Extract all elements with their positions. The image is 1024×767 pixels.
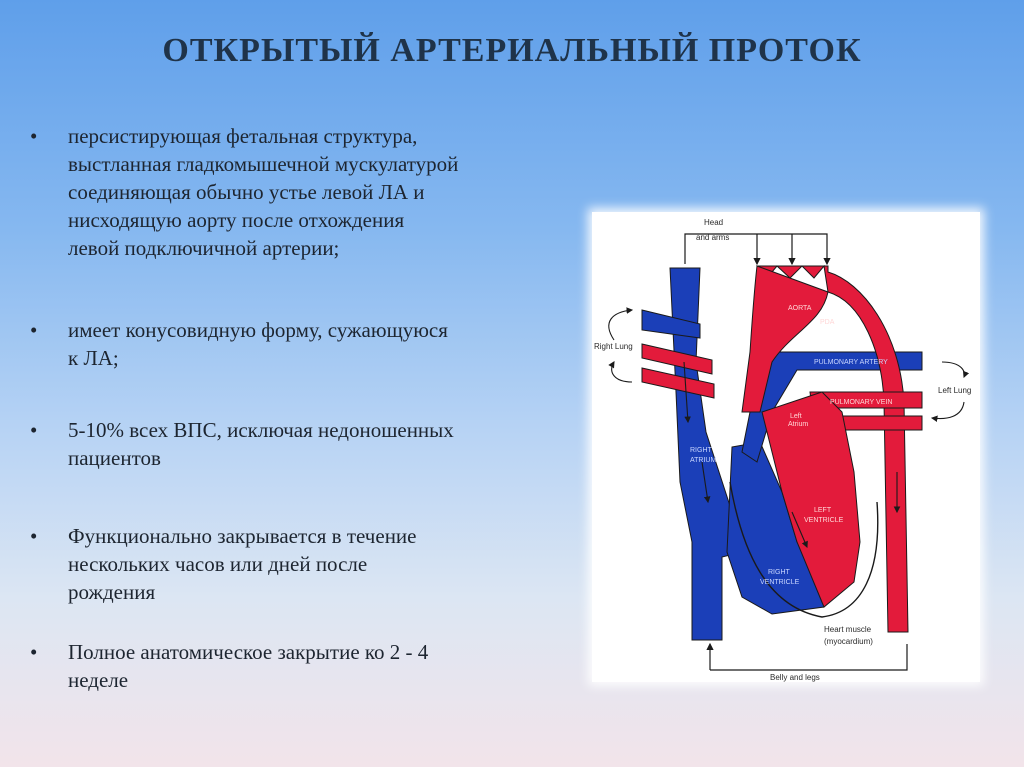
bullet-item: [30, 316, 610, 372]
right-ventricle-label: RIGHT: [768, 569, 790, 576]
bullet-symbol: •: [30, 318, 38, 342]
bullet-text: 5-10% всех ВПС, исключая недоношенных пациентов: [68, 418, 454, 470]
bullet-item: [30, 522, 610, 606]
head-arms-label: Head: [704, 218, 724, 227]
bullet-symbol: •: [30, 640, 38, 664]
bullet-list: [30, 122, 610, 694]
right-ventricle-label: VENTRICLE: [760, 579, 800, 586]
bullet-text: персистирующая фетальная структура, выстланная гладкомышечной мускулатурой соединяющая обычно устье левой ЛА и нисходящую аорту после отхождения левой подключичной артерии;: [68, 124, 459, 260]
heart-circulation-diagram: [592, 212, 980, 682]
belly-legs-label: Belly and legs: [770, 673, 820, 682]
right-lung-label: Right Lung: [594, 342, 633, 351]
bullet-symbol: •: [30, 124, 38, 148]
bullet-item: [30, 416, 610, 472]
belly-legs-circuit: [710, 644, 907, 670]
left-ventricle-label: LEFT: [814, 507, 832, 514]
right-atrium-label: RIGHT: [690, 447, 712, 454]
pulmonary-artery-label: PULMONARY ARTERY: [814, 359, 888, 366]
left-lung-label: Left Lung: [938, 386, 972, 395]
left-atrium-label: Atrium: [788, 421, 809, 428]
heart-muscle-label: (myocardium): [824, 637, 873, 646]
bullet-symbol: •: [30, 524, 38, 548]
bullet-text: имеет конусовидную форму, сужающуюся к ЛА;: [68, 318, 448, 370]
pda-label: PDA: [820, 319, 835, 326]
heart-muscle-label: Heart muscle: [824, 625, 872, 634]
bullet-text: Функционально закрывается в течение нескольких часов или дней после рождения: [68, 524, 417, 604]
bullet-item: [30, 122, 610, 262]
left-atrium-label: Left: [790, 413, 802, 420]
slide-title: ОТКРЫТЫЙ АРТЕРИАЛЬНЫЙ ПРОТОК: [162, 32, 862, 69]
head-arms-label: and arms: [696, 233, 730, 242]
bullet-item: [30, 638, 610, 694]
bullet-text: Полное анатомическое закрытие ко 2 - 4 неделе: [68, 640, 429, 692]
bullet-symbol: •: [30, 418, 38, 442]
right-atrium-label: ATRIUM: [690, 457, 717, 464]
aorta-label: AORTA: [788, 305, 812, 312]
pulmonary-vein-label: PULMONARY VEIN: [830, 399, 893, 406]
left-ventricle-label: VENTRICLE: [804, 517, 844, 524]
heart-diagram-svg: [592, 212, 980, 682]
